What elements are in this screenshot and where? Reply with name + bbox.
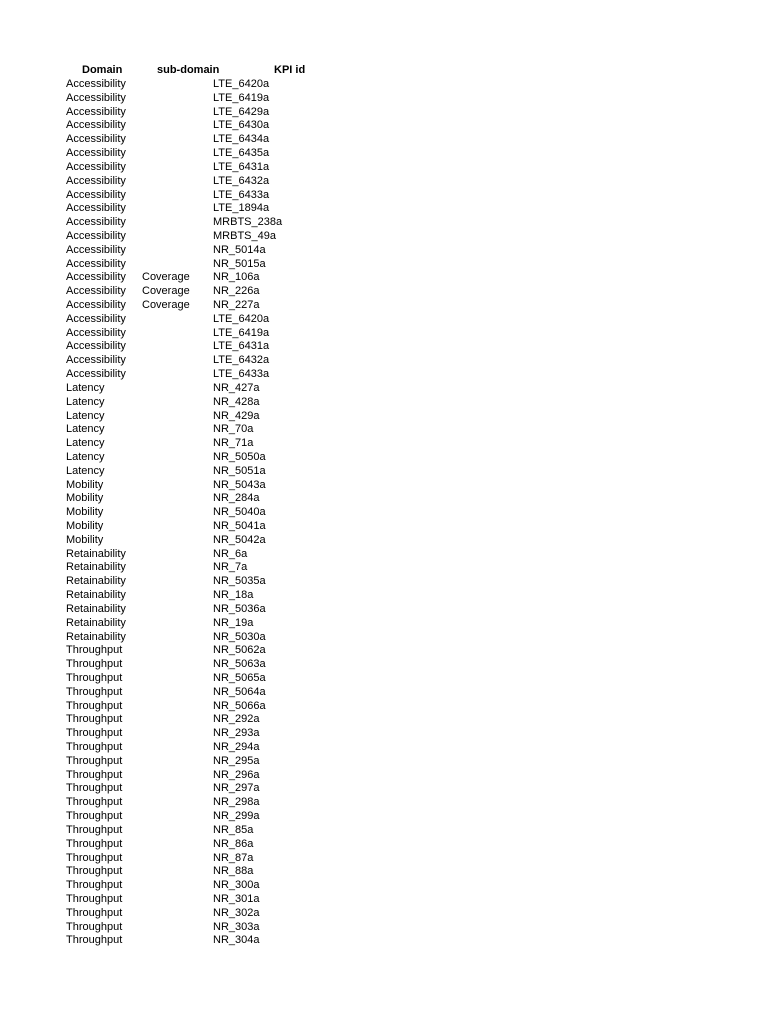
- cell-domain: Accessibility: [66, 368, 126, 381]
- cell-kpi-id: NR_299a: [213, 810, 260, 823]
- cell-kpi-id: NR_5063a: [213, 658, 266, 671]
- table-row: [0, 921, 768, 935]
- table-row: [0, 852, 768, 866]
- table-row: [0, 340, 768, 354]
- cell-domain: Accessibility: [66, 174, 126, 187]
- cell-domain: Accessibility: [66, 285, 126, 298]
- cell-domain: Throughput: [66, 920, 123, 933]
- table-row: [0, 810, 768, 824]
- table-row: [0, 700, 768, 714]
- table-row: [0, 796, 768, 810]
- table-row: [0, 313, 768, 327]
- cell-kpi-id: LTE_6431a: [213, 340, 270, 353]
- table-row: [0, 479, 768, 493]
- cell-domain: Latency: [66, 450, 105, 463]
- table-row: [0, 244, 768, 258]
- cell-domain: Mobility: [66, 520, 104, 532]
- cell-domain: Latency: [66, 464, 105, 477]
- cell-domain: Throughput: [66, 685, 123, 698]
- cell-kpi-id: NR_297a: [213, 782, 260, 795]
- cell-domain: Retainability: [66, 575, 126, 588]
- cell-kpi-id: NR_303a: [213, 920, 260, 933]
- table-row: [0, 589, 768, 603]
- cell-domain: Throughput: [66, 879, 123, 892]
- table-row: [0, 631, 768, 645]
- table-row: [0, 175, 768, 189]
- cell-kpi-id: NR_5066a: [213, 699, 266, 712]
- cell-domain: Throughput: [66, 823, 123, 836]
- table-row: [0, 644, 768, 658]
- cell-domain: Latency: [66, 409, 105, 422]
- table-row: [0, 119, 768, 133]
- table-row: [0, 741, 768, 755]
- cell-kpi-id: NR_300a: [213, 879, 260, 892]
- table-row: [0, 865, 768, 879]
- table-row: [0, 506, 768, 520]
- cell-kpi-id: LTE_6435a: [213, 147, 270, 160]
- cell-domain: Throughput: [66, 754, 123, 767]
- cell-kpi-id: NR_427a: [213, 381, 260, 394]
- cell-domain: Throughput: [66, 892, 123, 905]
- cell-kpi-id: LTE_6431a: [213, 160, 270, 173]
- table-row: [0, 202, 768, 216]
- cell-domain: Throughput: [66, 851, 123, 864]
- cell-kpi-id: NR_87a: [213, 851, 254, 864]
- cell-domain: Retainability: [66, 616, 126, 629]
- table-row: [0, 423, 768, 437]
- table-row: [0, 879, 768, 893]
- cell-domain: Accessibility: [66, 271, 126, 284]
- cell-domain: Throughput: [66, 741, 123, 753]
- cell-kpi-id: NR_5043a: [213, 478, 266, 491]
- table-row: [0, 451, 768, 465]
- cell-kpi-id: NR_5064a: [213, 685, 266, 698]
- cell-kpi-id: NR_294a: [213, 741, 260, 753]
- cell-domain: Accessibility: [66, 91, 126, 104]
- table-row: [0, 271, 768, 285]
- cell-kpi-id: NR_227a: [213, 299, 260, 311]
- cell-domain: Retainability: [66, 630, 126, 643]
- cell-kpi-id: NR_5050a: [213, 450, 266, 463]
- table-row: [0, 285, 768, 299]
- cell-domain: Accessibility: [66, 312, 126, 325]
- cell-domain: Throughput: [66, 768, 123, 781]
- cell-kpi-id: NR_302a: [213, 906, 260, 919]
- table-row: [0, 658, 768, 672]
- cell-kpi-id: NR_85a: [213, 823, 254, 836]
- cell-domain: Throughput: [66, 699, 123, 712]
- cell-kpi-id: LTE_6420a: [213, 78, 270, 90]
- cell-kpi-id: NR_88a: [213, 865, 254, 878]
- cell-domain: Throughput: [66, 658, 123, 671]
- cell-domain: Throughput: [66, 782, 123, 795]
- table-row: [0, 617, 768, 631]
- cell-domain: Throughput: [66, 713, 123, 726]
- cell-domain: Accessibility: [66, 119, 126, 132]
- cell-kpi-id: LTE_6420a: [213, 312, 270, 325]
- table-row: [0, 520, 768, 534]
- table-row: [0, 603, 768, 617]
- header-kpi-id: KPI id: [274, 64, 306, 76]
- cell-sub-domain: Coverage: [142, 285, 190, 298]
- cell-kpi-id: NR_86a: [213, 837, 254, 850]
- table-row: [0, 410, 768, 424]
- cell-domain: Accessibility: [66, 326, 126, 339]
- cell-kpi-id: LTE_1894a: [213, 202, 270, 215]
- cell-domain: Retainability: [66, 602, 126, 615]
- cell-domain: Latency: [66, 381, 105, 394]
- table-row: [0, 686, 768, 700]
- cell-domain: Mobility: [66, 506, 104, 519]
- cell-domain: Accessibility: [66, 299, 126, 311]
- cell-domain: Accessibility: [66, 216, 126, 229]
- cell-kpi-id: NR_5030a: [213, 630, 266, 643]
- cell-kpi-id: LTE_6434a: [213, 133, 270, 146]
- table-row: [0, 893, 768, 907]
- cell-kpi-id: LTE_6430a: [213, 119, 270, 132]
- cell-domain: Throughput: [66, 934, 123, 947]
- table-row: [0, 396, 768, 410]
- table-row: [0, 492, 768, 506]
- cell-kpi-id: NR_19a: [213, 616, 254, 629]
- cell-kpi-id: NR_5051a: [213, 464, 266, 477]
- cell-kpi-id: NR_18a: [213, 589, 254, 602]
- cell-domain: Latency: [66, 423, 105, 436]
- table-row: [0, 824, 768, 838]
- table-row: [0, 161, 768, 175]
- table-row: [0, 368, 768, 382]
- table-row: [0, 216, 768, 230]
- table-row: [0, 133, 768, 147]
- cell-domain: Mobility: [66, 533, 104, 546]
- table-row: [0, 299, 768, 313]
- table-row: [0, 934, 768, 948]
- cell-domain: Accessibility: [66, 78, 126, 90]
- cell-domain: Retainability: [66, 589, 126, 602]
- table-row: [0, 713, 768, 727]
- cell-kpi-id: NR_5062a: [213, 644, 266, 657]
- cell-kpi-id: NR_70a: [213, 423, 254, 436]
- table-row: [0, 147, 768, 161]
- cell-domain: Throughput: [66, 810, 123, 823]
- cell-domain: Latency: [66, 395, 105, 408]
- table-row: [0, 437, 768, 451]
- table-row: [0, 548, 768, 562]
- cell-domain: Accessibility: [66, 243, 126, 256]
- table-row: [0, 575, 768, 589]
- table-row: [0, 354, 768, 368]
- cell-kpi-id: NR_226a: [213, 285, 260, 298]
- cell-kpi-id: NR_5035a: [213, 575, 266, 588]
- cell-kpi-id: MRBTS_49a: [213, 229, 276, 242]
- cell-kpi-id: NR_5014a: [213, 243, 266, 256]
- cell-kpi-id: NR_295a: [213, 754, 260, 767]
- cell-domain: Accessibility: [66, 202, 126, 215]
- cell-domain: Retainability: [66, 547, 126, 560]
- table-row: [0, 907, 768, 921]
- cell-sub-domain: Coverage: [142, 299, 190, 311]
- table-row: [0, 672, 768, 686]
- cell-kpi-id: LTE_6419a: [213, 326, 270, 339]
- cell-domain: Accessibility: [66, 188, 126, 201]
- cell-kpi-id: NR_5015a: [213, 257, 266, 270]
- cell-kpi-id: NR_5040a: [213, 506, 266, 519]
- cell-kpi-id: NR_5042a: [213, 533, 266, 546]
- table-row: [0, 92, 768, 106]
- cell-kpi-id: NR_296a: [213, 768, 260, 781]
- table-row: [0, 382, 768, 396]
- cell-domain: Accessibility: [66, 229, 126, 242]
- table-row: [0, 465, 768, 479]
- cell-kpi-id: LTE_6429a: [213, 105, 270, 118]
- cell-kpi-id: NR_293a: [213, 727, 260, 740]
- cell-domain: Throughput: [66, 727, 123, 740]
- cell-kpi-id: NR_304a: [213, 934, 260, 947]
- cell-kpi-id: NR_5041a: [213, 520, 266, 532]
- table-row: [0, 561, 768, 575]
- cell-domain: Throughput: [66, 671, 123, 684]
- kpi-table: [0, 63, 768, 948]
- cell-domain: Accessibility: [66, 257, 126, 270]
- table-row: [0, 78, 768, 92]
- table-row: [0, 782, 768, 796]
- cell-kpi-id: NR_5036a: [213, 602, 266, 615]
- table-row: [0, 755, 768, 769]
- cell-domain: Retainability: [66, 561, 126, 574]
- cell-kpi-id: LTE_6433a: [213, 188, 270, 201]
- cell-domain: Throughput: [66, 796, 123, 809]
- table-row: [0, 327, 768, 341]
- cell-domain: Throughput: [66, 906, 123, 919]
- table-row: [0, 769, 768, 783]
- cell-kpi-id: NR_5065a: [213, 671, 266, 684]
- cell-kpi-id: NR_429a: [213, 409, 260, 422]
- cell-kpi-id: NR_71a: [213, 437, 254, 450]
- table-body: [0, 78, 768, 948]
- cell-kpi-id: NR_301a: [213, 892, 260, 905]
- cell-domain: Accessibility: [66, 340, 126, 353]
- cell-kpi-id: LTE_6432a: [213, 354, 270, 367]
- cell-domain: Mobility: [66, 492, 104, 505]
- cell-kpi-id: NR_428a: [213, 395, 260, 408]
- cell-kpi-id: MRBTS_238a: [213, 216, 283, 229]
- cell-kpi-id: LTE_6419a: [213, 91, 270, 104]
- cell-kpi-id: NR_284a: [213, 492, 260, 505]
- cell-domain: Accessibility: [66, 133, 126, 146]
- table-row: [0, 534, 768, 548]
- cell-domain: Throughput: [66, 837, 123, 850]
- table-row: [0, 230, 768, 244]
- cell-sub-domain: Coverage: [142, 271, 190, 284]
- table-row: [0, 189, 768, 203]
- table-row: [0, 106, 768, 120]
- cell-kpi-id: LTE_6433a: [213, 368, 270, 381]
- cell-domain: Accessibility: [66, 105, 126, 118]
- cell-domain: Accessibility: [66, 354, 126, 367]
- cell-kpi-id: NR_298a: [213, 796, 260, 809]
- cell-domain: Throughput: [66, 865, 123, 878]
- header-domain: Domain: [82, 64, 123, 76]
- table-header-row: [0, 63, 768, 78]
- cell-domain: Latency: [66, 437, 105, 450]
- cell-domain: Throughput: [66, 644, 123, 657]
- cell-kpi-id: NR_7a: [213, 561, 248, 574]
- cell-kpi-id: NR_6a: [213, 547, 248, 560]
- cell-kpi-id: LTE_6432a: [213, 174, 270, 187]
- cell-domain: Accessibility: [66, 160, 126, 173]
- table-row: [0, 838, 768, 852]
- table-row: [0, 727, 768, 741]
- table-row: [0, 258, 768, 272]
- cell-domain: Mobility: [66, 478, 104, 491]
- header-sub-domain: sub-domain: [157, 64, 220, 76]
- cell-kpi-id: NR_292a: [213, 713, 260, 726]
- cell-kpi-id: NR_106a: [213, 271, 260, 284]
- cell-domain: Accessibility: [66, 147, 126, 160]
